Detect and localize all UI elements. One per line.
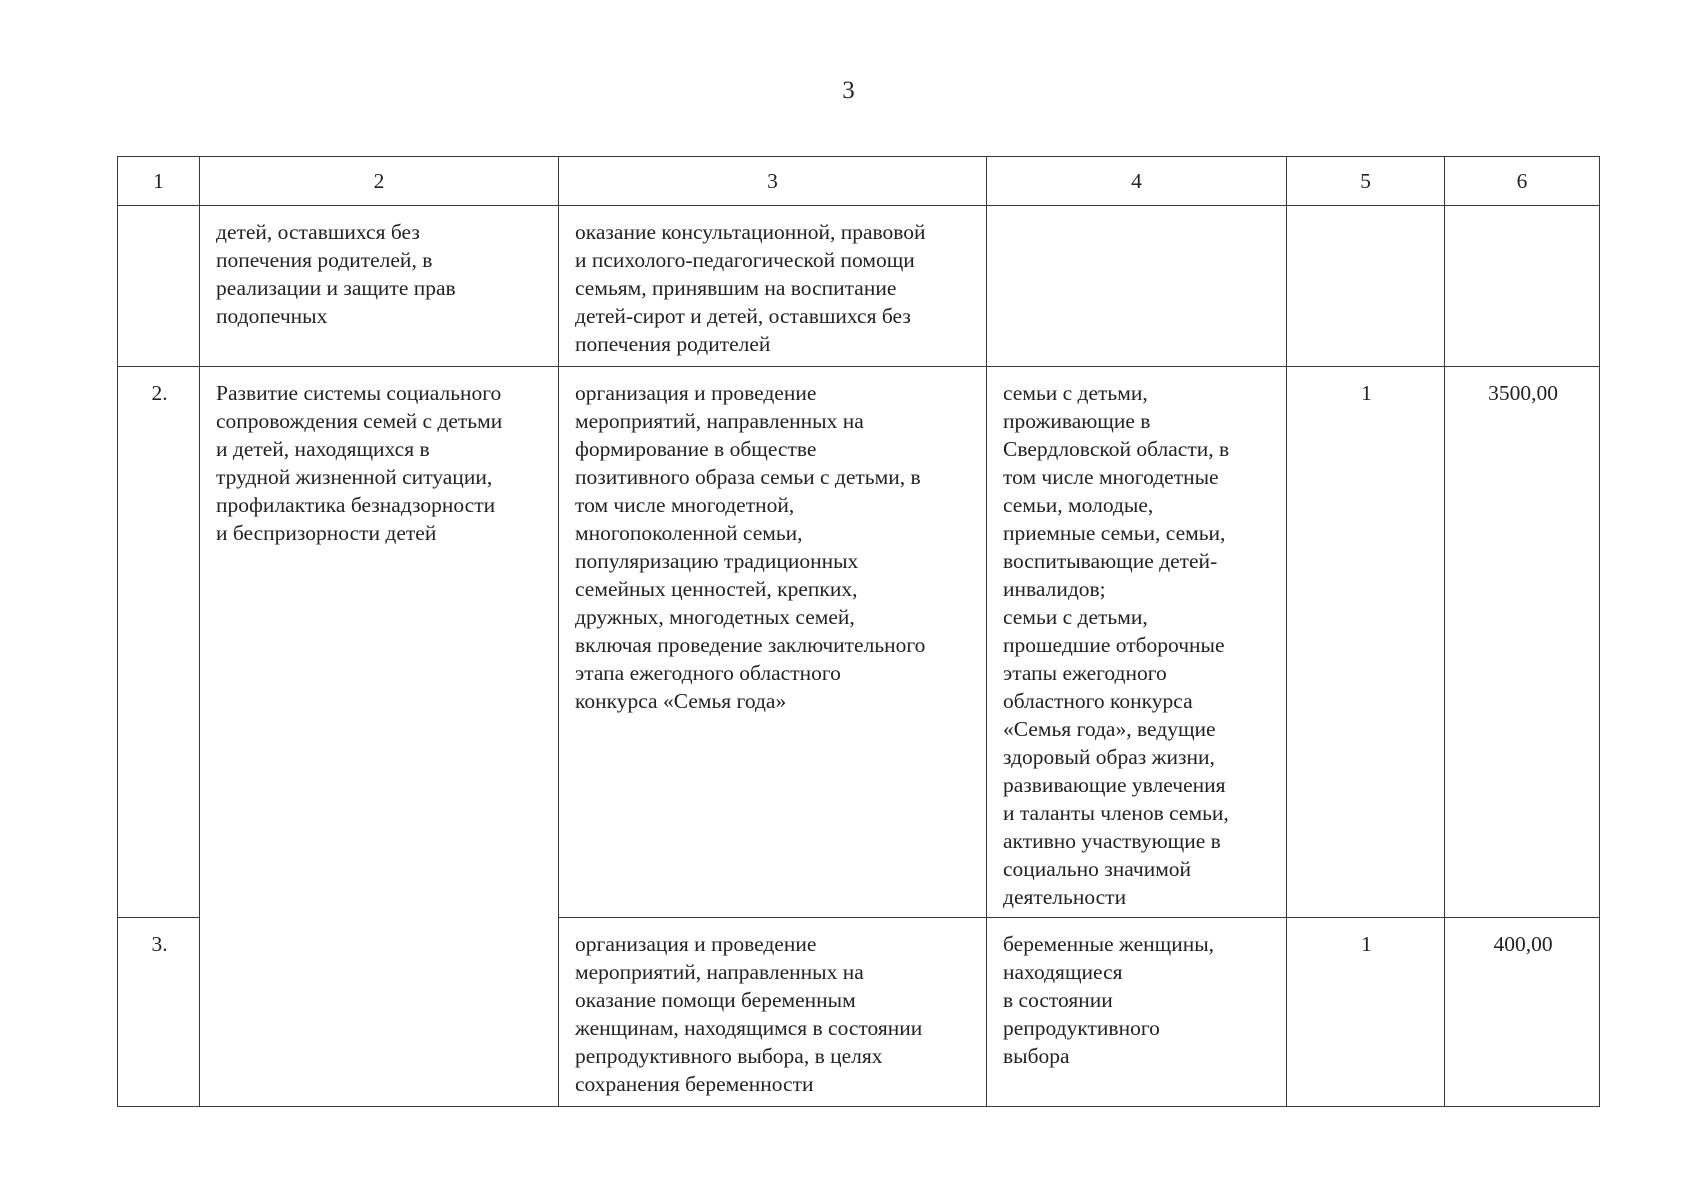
direction-cell: Развитие системы социального сопровождения семей с детьми и детей, находящихся в трудной жизненной ситуации, профилактика безнадзорности и беспризорности детей [200, 367, 559, 1107]
direction-cell: детей, оставшихся без попечения родителей, в реализации и защите прав подопечных [200, 206, 559, 367]
page-number: 3 [842, 77, 855, 104]
header-cell-5: 5 [1287, 157, 1445, 206]
target-group-cell: беременные женщины, находящиеся в состоянии репродуктивного выбора [987, 918, 1287, 1107]
target-group-cell [987, 206, 1287, 367]
header-cell-6: 6 [1445, 157, 1600, 206]
amount-cell [1445, 206, 1600, 367]
column-number-header-row [118, 157, 1600, 206]
activity-cell: организация и проведение мероприятий, направленных на формирование в обществе позитивного образа семьи с детьми, в том числе многодетной, многопоколенной семьи, популяризацию традиционных семейных ценностей, крепких, дружных, многодетных семей, включая проведение заключительного этапа ежегодного областного конкурса «Семья года» [559, 367, 987, 918]
amount-cell: 3500,00 [1445, 367, 1600, 918]
count-cell [1287, 206, 1445, 367]
count-cell: 1 [1287, 367, 1445, 918]
row-number-cell: 3. [118, 918, 200, 1107]
header-cell-1: 1 [118, 157, 200, 206]
row-number-cell [118, 206, 200, 367]
target-group-cell: семьи с детьми, проживающие в Свердловской области, в том числе многодетные семьи, молодые, приемные семьи, семьи, воспитывающие детей- инвалидов; семьи с детьми, прошедшие отборочные этапы ежегодного областного конкурса «Семья года», ведущие здоровый образ жизни, развивающие увлечения и таланты членов семьи, активно участвующие в социально значимой деятельности [987, 367, 1287, 918]
count-cell: 1 [1287, 918, 1445, 1107]
activity-cell: организация и проведение мероприятий, направленных на оказание помощи беременным женщинам, находящимся в состоянии репродуктивного выбора, в целях сохранения беременности [559, 918, 987, 1107]
header-cell-3: 3 [559, 157, 987, 206]
table-row-2 [118, 367, 1600, 918]
program-activities-table [117, 156, 1600, 1107]
table-row-continuation [118, 206, 1600, 367]
amount-cell: 400,00 [1445, 918, 1600, 1107]
activity-cell: оказание консультационной, правовой и психолого-педагогической помощи семьям, принявшим на воспитание детей-сирот и детей, оставшихся без попечения родителей [559, 206, 987, 367]
row-number-cell: 2. [118, 367, 200, 918]
header-cell-2: 2 [200, 157, 559, 206]
header-cell-4: 4 [987, 157, 1287, 206]
